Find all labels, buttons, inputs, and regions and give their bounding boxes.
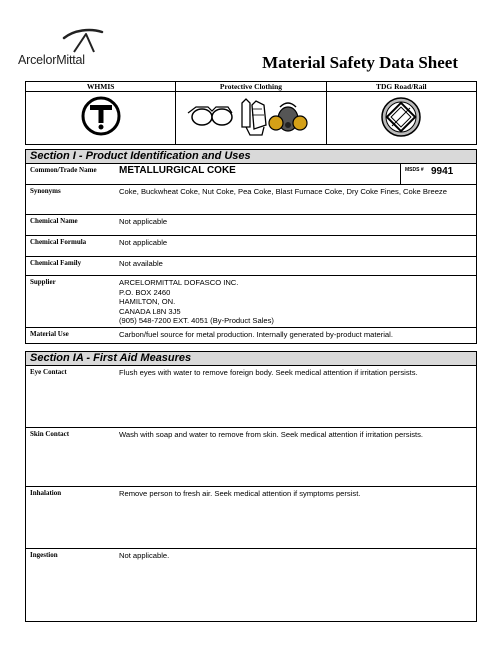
chemical-formula-label: Chemical Formula [30, 238, 87, 246]
synonyms-value: Coke, Buckwheat Coke, Nut Coke, Pea Coke, Blast Furnace Coke, Dry Coke Fines, Coke Breeze [119, 187, 447, 196]
msds-label: MSDS # [405, 167, 424, 173]
row-inhalation [26, 487, 476, 549]
supplier-line: ARCELORMITTAL DOFASCO INC. [119, 278, 239, 287]
row-synonyms [26, 185, 476, 215]
whmis-toxic-symbol-icon [81, 95, 121, 137]
supplier-line: CANADA L8N 3J5 [119, 306, 181, 316]
material-use-value: Carbon/fuel source for metal production. Internally generated by-product material. [119, 330, 393, 339]
supplier-line: HAMILTON, ON. [119, 297, 176, 306]
tdg-cell [326, 92, 476, 145]
chemical-name-label: Chemical Name [30, 217, 78, 225]
row-skin-contact [26, 428, 476, 487]
eye-contact-label: Eye Contact [30, 368, 67, 376]
supplier-line: (905) 548-7200 EXT. 4051 (By-Product Sales) [119, 316, 274, 325]
synonyms-label: Synonyms [30, 187, 61, 195]
logo-swoosh-icon [60, 28, 104, 54]
row-chemical-formula [26, 236, 476, 257]
protective-clothing-header: Protective Clothing [176, 82, 326, 92]
section-product-identification [25, 149, 477, 344]
row-chemical-family [26, 257, 476, 276]
row-material-use [26, 328, 476, 344]
row-supplier [26, 276, 476, 328]
msds-number: 9941 [431, 166, 454, 177]
supplier-address [119, 278, 470, 326]
ingestion-label: Ingestion [30, 551, 58, 559]
ppe-glasses-gloves-respirator-icon [186, 95, 316, 139]
common-name-value: METALLURGICAL COKE [119, 165, 236, 176]
chemical-family-label: Chemical Family [30, 259, 82, 267]
row-common-name [26, 164, 476, 185]
whmis-header: WHMIS [26, 82, 176, 92]
protective-clothing-cell [176, 92, 326, 145]
inhalation-value: Remove person to fresh air. Seek medical attention if symptoms persist. [119, 489, 361, 498]
skin-contact-label: Skin Contact [30, 430, 70, 438]
row-eye-contact [26, 366, 476, 428]
whmis-cell [26, 92, 176, 145]
row-ingestion [26, 549, 476, 622]
inhalation-label: Inhalation [30, 489, 62, 497]
pictogram-table [25, 81, 477, 145]
supplier-line: P.O. BOX 2460 [119, 287, 171, 297]
skin-contact-value: Wash with soap and water to remove from skin. Seek medical attention if irritation persists. [119, 430, 424, 439]
tdg-header: TDG Road/Rail [326, 82, 476, 92]
section-title: Section I - Product Identification and Uses [26, 150, 476, 164]
row-chemical-name [26, 215, 476, 236]
supplier-label: Supplier [30, 278, 56, 286]
chemical-family-value: Not available [119, 259, 163, 268]
eye-contact-value: Flush eyes with water to remove foreign body. Seek medical attention if irritation persists. [119, 368, 418, 377]
document-title: Material Safety Data Sheet [262, 53, 458, 72]
section-first-aid [25, 351, 477, 622]
chemical-formula-value: Not applicable [119, 238, 168, 247]
section-title: Section IA - First Aid Measures [26, 352, 476, 366]
chemical-name-value: Not applicable [119, 217, 168, 226]
company-logo [18, 28, 118, 70]
tdg-placard-icon [380, 96, 422, 138]
common-name-label: Common/Trade Name [30, 166, 97, 174]
ingestion-value: Not applicable. [119, 551, 170, 560]
material-use-label: Material Use [30, 330, 69, 338]
logo-text: ArcelorMittal [18, 53, 85, 67]
msds-box [400, 164, 476, 184]
